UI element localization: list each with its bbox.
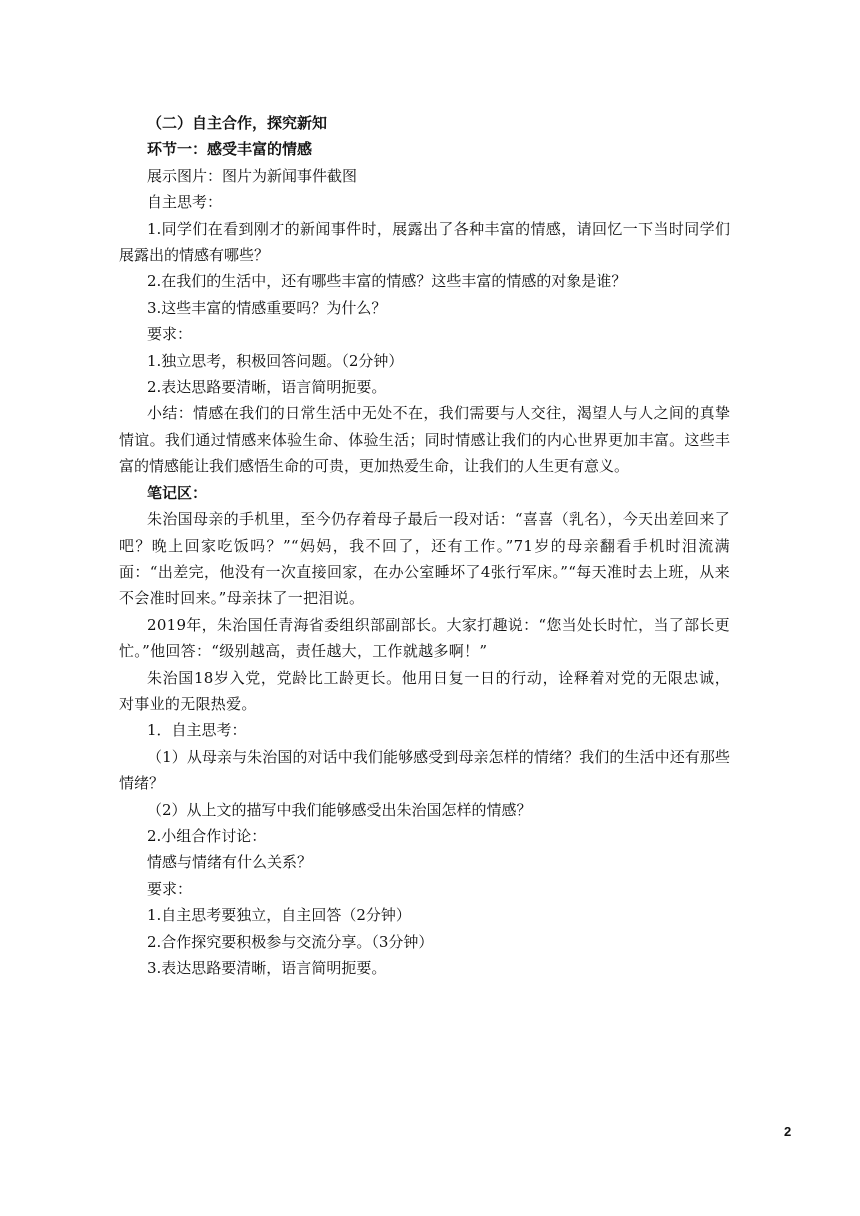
- task2-question: 情感与情绪有什么关系？: [147, 853, 313, 872]
- requirement2-3: 3.表达思路要清晰，语言简明扼要。: [147, 959, 387, 977]
- requirement-1: 1.独立思考，积极回答问题。（2分钟）: [147, 351, 404, 370]
- self-think-label: 自主思考：: [147, 193, 223, 212]
- question-3: 3.这些丰富的情感重要吗？为什么？: [147, 298, 387, 317]
- task2-label: 2.小组合作讨论：: [147, 826, 267, 845]
- task1-question-2: （2）从上文的描写中我们能够感受出朱治国怎样的情感？: [147, 800, 532, 819]
- requirement-2: 2.表达思路要清晰，语言简明扼要。: [147, 378, 387, 397]
- document-body: [119, 110, 730, 981]
- story-paragraph-2: 2019年，朱治国任青海省委组织部副部长。大家打趣说：“您当处长时忙，当了部长更忙。”他回答：“级别越高，责任越大，工作就越多啊！”: [119, 615, 730, 661]
- section-heading: （二）自主合作，探究新知: [147, 114, 328, 132]
- question-2: 2.在我们的生活中，还有哪些丰富的情感？这些丰富的情感的对象是谁？: [147, 272, 627, 291]
- section-subheading: 环节一：感受丰富的情感: [147, 140, 313, 159]
- task1-question-1: （1）从母亲与朱治国的对话中我们能够感受到母亲怎样的情绪？我们的生活中还有那些情绪？: [119, 747, 730, 793]
- question-1: 1.同学们在看到刚才的新闻事件时，展露出了各种丰富的情感，请回忆一下当时同学们展露出的情感有哪些？: [119, 219, 730, 265]
- requirement2-2: 2.合作探究要积极参与交流分享。（3分钟）: [147, 932, 434, 951]
- requirements-label: 要求：: [147, 325, 193, 344]
- story-paragraph-1: 朱治国母亲的手机里，至今仍存着母子最后一段对话：“喜喜（乳名），今天出差回来了吧？晚上回家吃饭吗？”“妈妈，我不回了，还有工作。”71岁的母亲翻看手机时泪流满面：“出差完，他没有一次直接回家，在办公室睡坏了4张行军床。”“每天准时去上班，从来不会准时回来。”母亲抹了一把泪说。: [119, 510, 730, 608]
- show-image-text: 展示图片：图片为新闻事件截图: [147, 166, 358, 185]
- notes-label: 笔记区：: [147, 483, 208, 502]
- task1-label: 1．自主思考：: [147, 721, 247, 740]
- requirement2-1: 1.自主思考要独立，自主回答（2分钟）: [147, 906, 411, 925]
- page-number: 2: [784, 1124, 792, 1139]
- story-paragraph-3: 朱治国18岁入党，党龄比工龄更长。他用日复一日的行动，诠释着对党的无限忠诚，对事业的无限热爱。: [119, 668, 730, 713]
- summary-paragraph: 小结：情感在我们的日常生活中无处不在，我们需要与人交往，渴望人与人之间的真挚情谊。我们通过情感来体验生命、体验生活；同时情感让我们的内心世界更加丰富。这些丰富的情感能让我们感悟生命的可贵，更加热爱生命，让我们的人生更有意义。: [119, 404, 730, 476]
- requirements2-label: 要求：: [147, 879, 193, 898]
